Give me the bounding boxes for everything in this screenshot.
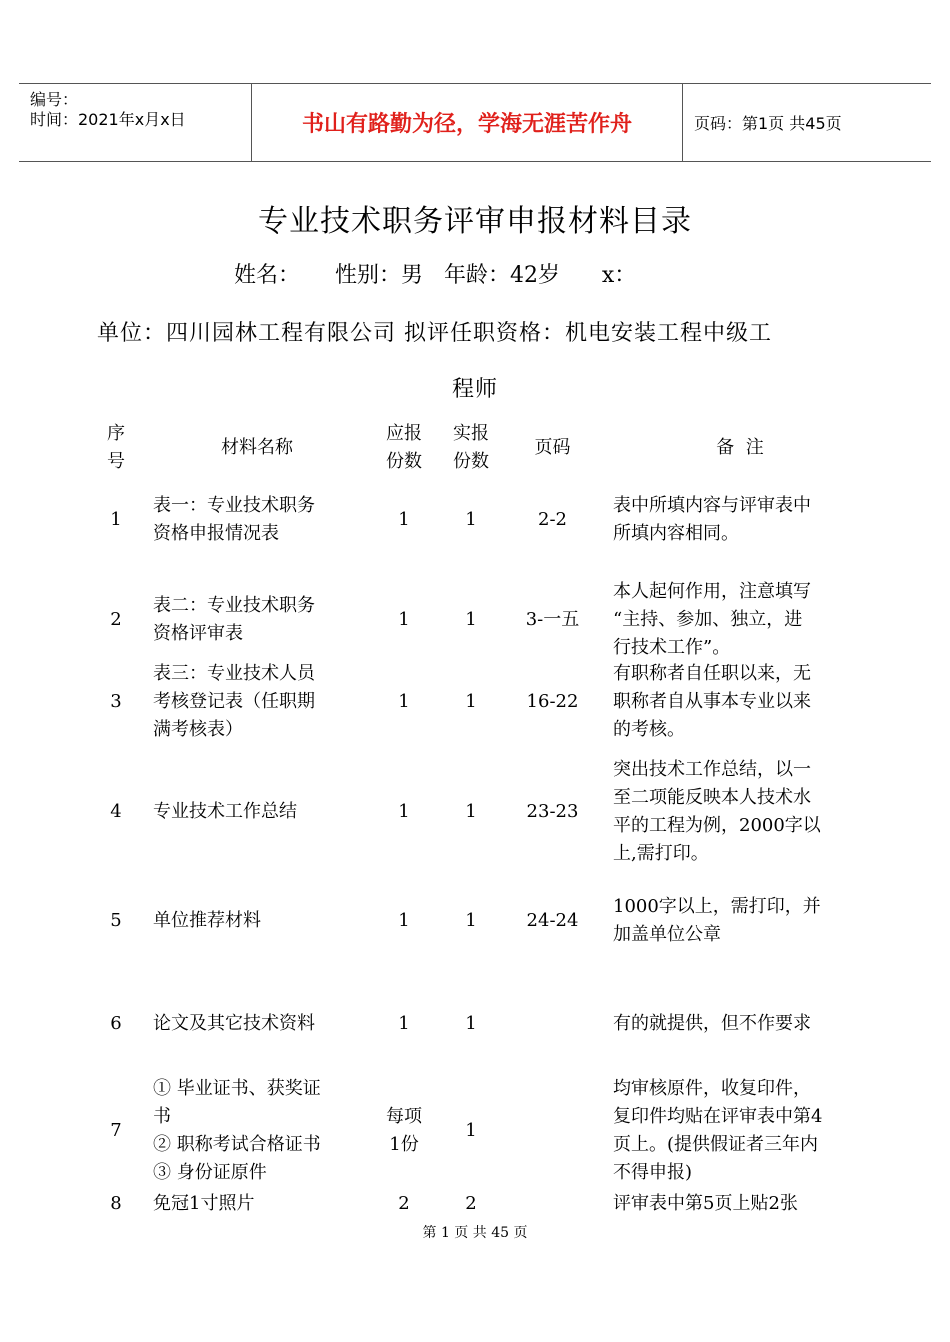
- cell-name-text: 考核登记表（任职期: [153, 691, 315, 712]
- cell-required: [374, 907, 434, 935]
- cell-note-text: 均审核原件，收复印件，: [613, 1078, 811, 1099]
- cell-seq: [96, 688, 136, 716]
- cell-note-text: 表中所填内容与评审表中: [613, 495, 811, 516]
- cell-name: [153, 1190, 368, 1218]
- cell-page: [510, 798, 595, 826]
- page-header: [19, 83, 931, 162]
- cell-note-text: “主持、参加、独立，进: [613, 609, 803, 630]
- cell-name: [153, 907, 368, 935]
- cell-seq-text: 3: [110, 691, 122, 712]
- cell-note-text: 上,需打印。: [613, 843, 709, 864]
- cell-note-text: 突出技术工作总结，以一: [613, 759, 811, 780]
- cell-seq-text: 2: [110, 609, 122, 630]
- cell-note-text: 至二项能反映本人技术水: [613, 787, 811, 808]
- cell-note: [613, 756, 878, 868]
- cell-required: [374, 506, 434, 534]
- doc-number-label: 编号：: [30, 90, 79, 109]
- cell-name-text: 表三：专业技术人员: [153, 663, 315, 684]
- cell-note-text: 有的就提供，但不作要求: [613, 1013, 811, 1034]
- cell-required: [374, 1190, 434, 1218]
- cell-name-text: ② 职称考试合格证书: [153, 1134, 321, 1155]
- cell-note-text: 所填内容相同。: [613, 523, 739, 544]
- cell-note-text: 职称者自从事本专业以来: [613, 691, 811, 712]
- cell-name: [153, 660, 368, 744]
- cell-page: [510, 907, 595, 935]
- cell-page-text: 3-一五: [525, 609, 580, 630]
- page-footer: 第 1 页 共 45 页: [422, 1225, 528, 1241]
- cell-actual-text: 2: [465, 1193, 477, 1214]
- cell-note-text: 有职称者自任职以来，无: [613, 663, 811, 684]
- applicant-info: 姓名： 性别：男 年龄：42岁 x：: [234, 263, 637, 288]
- cell-note: [613, 1075, 878, 1187]
- col-header-required: 应报 份数: [386, 423, 422, 472]
- cell-name: [153, 798, 368, 826]
- cell-seq: [96, 1190, 136, 1218]
- cell-required-text: 1: [398, 609, 410, 630]
- cell-actual: [441, 506, 501, 534]
- cell-required: [374, 798, 434, 826]
- header-divider: [682, 84, 683, 161]
- cell-required: [374, 688, 434, 716]
- cell-required-text: 1: [398, 801, 410, 822]
- col-header-page: 页码: [534, 437, 571, 458]
- cell-name-text: ③ 身份证原件: [153, 1162, 267, 1183]
- cell-seq: [96, 1117, 136, 1145]
- cell-seq: [96, 1010, 136, 1038]
- cell-seq: [96, 606, 136, 634]
- cell-actual: [441, 1190, 501, 1218]
- col-header-actual: 实报 份数: [453, 423, 489, 472]
- cell-note-text: 评审表中第5页上贴2张: [613, 1193, 798, 1214]
- cell-name: [153, 492, 368, 548]
- unit-line: 单位：四川园林工程有限公司 拟评任职资格：机电安装工程中级工: [97, 321, 772, 346]
- cell-seq: [96, 798, 136, 826]
- cell-note-text: 复印件均贴在评审表中第4: [613, 1106, 823, 1127]
- cell-required-text: 2: [398, 1193, 410, 1214]
- cell-page-text: 2-2: [538, 509, 567, 530]
- cell-required-text: 1份: [389, 1134, 419, 1155]
- cell-actual: [441, 798, 501, 826]
- header-motto: 书山有路勤为径，学海无涯苦作舟: [301, 112, 632, 137]
- cell-required-text: 1: [398, 1013, 410, 1034]
- document-title: 专业技术职务评审申报材料目录: [258, 204, 692, 239]
- cell-note-text: 的考核。: [613, 719, 685, 740]
- cell-actual: [441, 1010, 501, 1038]
- cell-actual: [441, 1117, 501, 1145]
- cell-actual-text: 1: [465, 801, 477, 822]
- unit-line-continued: 程师: [451, 377, 498, 402]
- cell-page-text: 23-23: [526, 801, 579, 822]
- cell-required-text: 1: [398, 509, 410, 530]
- cell-name-text: 资格评审表: [153, 623, 243, 644]
- cell-required-text: 1: [398, 691, 410, 712]
- cell-note: [613, 1010, 878, 1038]
- cell-page: [510, 606, 595, 634]
- cell-name: [153, 592, 368, 648]
- cell-note-text: 页上。(提供假证者三年内: [613, 1134, 819, 1155]
- cell-name-text: 单位推荐材料: [153, 910, 261, 931]
- cell-seq-text: 7: [110, 1120, 122, 1141]
- cell-seq-text: 4: [110, 801, 122, 822]
- cell-name-text: 表二：专业技术职务: [153, 595, 315, 616]
- cell-seq-text: 1: [110, 509, 122, 530]
- cell-note: [613, 1190, 878, 1218]
- cell-name-text: 资格申报情况表: [153, 523, 279, 544]
- cell-actual: [441, 907, 501, 935]
- cell-name-text: 论文及其它技术资料: [153, 1013, 315, 1034]
- cell-seq: [96, 907, 136, 935]
- cell-required: [374, 1010, 434, 1038]
- cell-seq-text: 5: [110, 910, 122, 931]
- header-meta: [30, 90, 186, 130]
- header-page-info: 页码：第1页 共45页: [694, 114, 842, 133]
- cell-note-text: 本人起何作用，注意填写: [613, 581, 811, 602]
- cell-name: [153, 1075, 368, 1187]
- cell-page: [510, 688, 595, 716]
- col-header-seq: 序 号: [107, 423, 125, 472]
- cell-name-text: 免冠1寸照片: [153, 1193, 255, 1214]
- cell-note-text: 行技术工作”。: [613, 637, 731, 658]
- cell-actual-text: 1: [465, 1120, 477, 1141]
- cell-actual: [441, 688, 501, 716]
- cell-note-text: 平的工程为例，2000字以: [613, 815, 821, 836]
- cell-note-text: 加盖单位公章: [613, 924, 721, 945]
- cell-seq: [96, 506, 136, 534]
- cell-name-text: 表一：专业技术职务: [153, 495, 315, 516]
- cell-note-text: 不得申报): [613, 1162, 693, 1183]
- cell-note: [613, 578, 878, 662]
- cell-actual-text: 1: [465, 1013, 477, 1034]
- cell-page-text: 24-24: [526, 910, 579, 931]
- cell-name-text: 满考核表）: [153, 719, 243, 740]
- cell-seq-text: 6: [110, 1013, 122, 1034]
- cell-required-text: 1: [398, 910, 410, 931]
- cell-actual-text: 1: [465, 509, 477, 530]
- cell-note: [613, 660, 878, 744]
- cell-required: [374, 1103, 434, 1159]
- doc-time-label: 时间：2021年x月x日: [30, 110, 186, 129]
- col-header-name: 材料名称: [221, 437, 293, 458]
- cell-name-text: 专业技术工作总结: [153, 801, 297, 822]
- cell-note: [613, 893, 878, 949]
- cell-name: [153, 1010, 368, 1038]
- cell-actual-text: 1: [465, 691, 477, 712]
- cell-note: [613, 492, 878, 548]
- cell-required: [374, 606, 434, 634]
- cell-note-text: 1000字以上，需打印，并: [613, 896, 821, 917]
- cell-seq-text: 8: [110, 1193, 122, 1214]
- cell-name-text: 书: [153, 1106, 171, 1127]
- cell-name-text: ① 毕业证书、获奖证: [153, 1078, 321, 1099]
- cell-actual-text: 1: [465, 609, 477, 630]
- cell-required-text: 每项: [386, 1106, 422, 1127]
- cell-page: [510, 506, 595, 534]
- cell-actual-text: 1: [465, 910, 477, 931]
- cell-actual: [441, 606, 501, 634]
- col-header-note: 备 注: [716, 437, 764, 458]
- cell-page-text: 16-22: [526, 691, 579, 712]
